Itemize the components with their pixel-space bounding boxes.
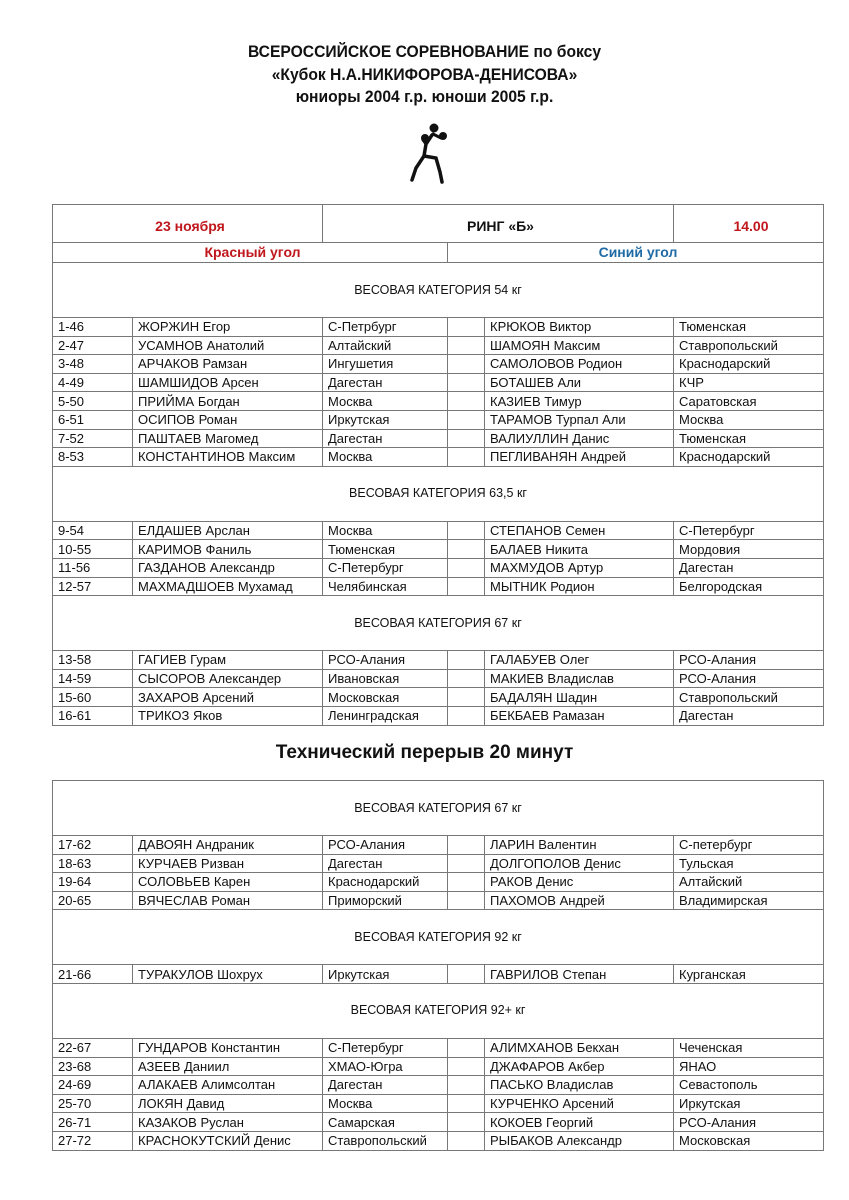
bout-row: [53, 448, 824, 467]
red-fighter-region: С-Петрбург: [323, 318, 448, 337]
blue-fighter-region: Тюменская: [674, 429, 824, 448]
red-fighter-name: СЫСОРОВ Александер: [133, 669, 323, 688]
bout-row: [53, 1076, 824, 1095]
bout-row: [53, 1038, 824, 1057]
bout-row: [53, 1113, 824, 1132]
bout-number: 10-55: [53, 540, 133, 559]
spacer-cell: [448, 1057, 485, 1076]
bout-number: 22-67: [53, 1038, 133, 1057]
bout-row: [53, 373, 824, 392]
bout-number: 14-59: [53, 669, 133, 688]
spacer-cell: [448, 873, 485, 892]
bout-number: 16-61: [53, 706, 133, 725]
weight-category-label: ВЕСОВАЯ КАТЕГОРИЯ 92 кг: [53, 910, 824, 965]
bout-number: 26-71: [53, 1113, 133, 1132]
blue-fighter-region: РСО-Алания: [674, 651, 824, 670]
bout-number: 7-52: [53, 429, 133, 448]
blue-fighter-name: БАЛАЕВ Никита: [485, 540, 674, 559]
blue-fighter-name: ГАВРИЛОВ Степан: [485, 965, 674, 984]
blue-fighter-name: ЛАРИН Валентин: [485, 836, 674, 855]
bout-row: [53, 651, 824, 670]
bout-row: [53, 429, 824, 448]
red-fighter-name: ВЯЧЕСЛАВ Роман: [133, 891, 323, 910]
red-fighter-name: ЛОКЯН Давид: [133, 1094, 323, 1113]
weight-category-label: ВЕСОВАЯ КАТЕГОРИЯ 67 кг: [53, 596, 824, 651]
title-line-2: «Кубок Н.А.НИКИФОРОВА-ДЕНИСОВА»: [271, 65, 578, 84]
bout-row: [53, 355, 824, 374]
date: 23 ноября: [53, 205, 323, 243]
blue-fighter-name: ВАЛИУЛЛИН Данис: [485, 429, 674, 448]
blue-fighter-name: КРЮКОВ Виктор: [485, 318, 674, 337]
weight-category-row: [53, 910, 824, 965]
red-fighter-name: КРАСНОКУТСКИЙ Денис: [133, 1131, 323, 1150]
blue-fighter-region: Мордовия: [674, 540, 824, 559]
spacer-cell: [448, 854, 485, 873]
spacer-cell: [448, 965, 485, 984]
blue-fighter-name: САМОЛОВОВ Родион: [485, 355, 674, 374]
start-time: 14.00: [674, 205, 824, 243]
ring-info-row: [53, 205, 824, 243]
bout-row: [53, 1094, 824, 1113]
blue-fighter-name: ПАХОМОВ Андрей: [485, 891, 674, 910]
bout-number: 18-63: [53, 854, 133, 873]
title-line-3: юниоры 2004 г.р. юноши 2005 г.р.: [295, 87, 554, 106]
bout-number: 5-50: [53, 392, 133, 411]
blue-fighter-region: Дагестан: [674, 558, 824, 577]
bout-row: [53, 1131, 824, 1150]
bout-number: 2-47: [53, 336, 133, 355]
red-fighter-region: РСО-Алания: [323, 651, 448, 670]
red-fighter-region: Ивановская: [323, 669, 448, 688]
blue-fighter-name: БОТАШЕВ Али: [485, 373, 674, 392]
bout-number: 19-64: [53, 873, 133, 892]
red-fighter-name: КАЗАКОВ Руслан: [133, 1113, 323, 1132]
spacer-cell: [448, 891, 485, 910]
red-fighter-name: МАХМАДШОЕВ Мухамад: [133, 577, 323, 596]
weight-category-label: ВЕСОВАЯ КАТЕГОРИЯ 92+ кг: [53, 983, 824, 1038]
red-fighter-name: ГУНДАРОВ Константин: [133, 1038, 323, 1057]
red-fighter-region: Иркутская: [323, 410, 448, 429]
red-fighter-region: Москва: [323, 448, 448, 467]
bout-row: [53, 318, 824, 337]
bout-number: 3-48: [53, 355, 133, 374]
spacer-cell: [448, 521, 485, 540]
bout-number: 17-62: [53, 836, 133, 855]
red-fighter-region: РСО-Алания: [323, 836, 448, 855]
blue-fighter-region: С-Петербург: [674, 521, 824, 540]
technical-break-heading: Технический перерыв 20 минут: [275, 742, 574, 763]
red-fighter-name: ПАШТАЕВ Магомед: [133, 429, 323, 448]
bout-row: [53, 1057, 824, 1076]
blue-fighter-region: Чеченская: [674, 1038, 824, 1057]
weight-category-row: [53, 983, 824, 1038]
blue-fighter-region: Тюменская: [674, 318, 824, 337]
bout-number: 12-57: [53, 577, 133, 596]
red-fighter-region: Ингушетия: [323, 355, 448, 374]
blue-fighter-name: ТАРАМОВ Турпал Али: [485, 410, 674, 429]
blue-fighter-region: Краснодарский: [674, 355, 824, 374]
red-fighter-name: ОСИПОВ Роман: [133, 410, 323, 429]
red-fighter-region: С-Петербург: [323, 558, 448, 577]
bouts-table-1: [52, 204, 824, 726]
bout-number: 4-49: [53, 373, 133, 392]
red-fighter-region: Москва: [323, 392, 448, 411]
bout-number: 13-58: [53, 651, 133, 670]
blue-fighter-name: МАКИЕВ Владислав: [485, 669, 674, 688]
bout-number: 1-46: [53, 318, 133, 337]
spacer-cell: [448, 1038, 485, 1057]
red-fighter-region: Москва: [323, 521, 448, 540]
blue-fighter-name: ПЕГЛИВАНЯН Андрей: [485, 448, 674, 467]
blue-fighter-region: Севастополь: [674, 1076, 824, 1095]
spacer-cell: [448, 336, 485, 355]
red-fighter-region: Тюменская: [323, 540, 448, 559]
blue-fighter-region: ЯНАО: [674, 1057, 824, 1076]
weight-category-row: [53, 596, 824, 651]
blue-fighter-region: Саратовская: [674, 392, 824, 411]
red-fighter-name: АЛАКАЕВ Алимсолтан: [133, 1076, 323, 1095]
bout-number: 24-69: [53, 1076, 133, 1095]
bout-row: [53, 688, 824, 707]
blue-fighter-region: Владимирская: [674, 891, 824, 910]
weight-category-row: [53, 466, 824, 521]
spacer-cell: [448, 651, 485, 670]
red-fighter-region: С-Петербург: [323, 1038, 448, 1057]
blue-fighter-name: БЕКБАЕВ Рамазан: [485, 706, 674, 725]
red-fighter-region: Дагестан: [323, 373, 448, 392]
red-fighter-region: Самарская: [323, 1113, 448, 1132]
blue-fighter-region: Москва: [674, 410, 824, 429]
bout-number: 20-65: [53, 891, 133, 910]
red-fighter-region: Алтайский: [323, 336, 448, 355]
blue-fighter-region: Алтайский: [674, 873, 824, 892]
red-fighter-name: АРЧАКОВ Рамзан: [133, 355, 323, 374]
spacer-cell: [448, 1076, 485, 1095]
blue-fighter-region: С-петербург: [674, 836, 824, 855]
title-line-1: ВСЕРОССИЙСКОЕ СОРЕВНОВАНИЕ по боксу: [247, 42, 602, 61]
blue-fighter-name: ДЖАФАРОВ Акбер: [485, 1057, 674, 1076]
blue-fighter-name: МАХМУДОВ Артур: [485, 558, 674, 577]
bout-number: 23-68: [53, 1057, 133, 1076]
blue-fighter-name: ГАЛАБУЕВ Олег: [485, 651, 674, 670]
bout-number: 9-54: [53, 521, 133, 540]
bout-number: 6-51: [53, 410, 133, 429]
red-fighter-region: Приморский: [323, 891, 448, 910]
red-fighter-name: ЕЛДАШЕВ Арслан: [133, 521, 323, 540]
spacer-cell: [448, 688, 485, 707]
spacer-cell: [448, 448, 485, 467]
red-fighter-region: Краснодарский: [323, 873, 448, 892]
red-fighter-region: Дагестан: [323, 854, 448, 873]
blue-fighter-region: Белгородская: [674, 577, 824, 596]
spacer-cell: [448, 410, 485, 429]
weight-category-row: [53, 781, 824, 836]
corners-row: [53, 243, 824, 263]
bout-row: [53, 558, 824, 577]
spacer-cell: [448, 836, 485, 855]
spacer-cell: [448, 355, 485, 374]
blue-fighter-name: КОКОЕВ Георгий: [485, 1113, 674, 1132]
bout-row: [53, 854, 824, 873]
red-fighter-region: Московская: [323, 688, 448, 707]
blue-fighter-region: Курганская: [674, 965, 824, 984]
red-fighter-region: Ставропольский: [323, 1131, 448, 1150]
weight-category-row: [53, 263, 824, 318]
blue-fighter-name: ПАСЬКО Владислав: [485, 1076, 674, 1095]
red-fighter-name: ШАМШИДОВ Арсен: [133, 373, 323, 392]
red-fighter-region: Дагестан: [323, 429, 448, 448]
blue-fighter-name: МЫТНИК Родион: [485, 577, 674, 596]
red-fighter-region: Дагестан: [323, 1076, 448, 1095]
bout-row: [53, 891, 824, 910]
blue-fighter-region: РСО-Алания: [674, 669, 824, 688]
weight-category-label: ВЕСОВАЯ КАТЕГОРИЯ 67 кг: [53, 781, 824, 836]
red-fighter-region: Москва: [323, 1094, 448, 1113]
red-fighter-name: УСАМНОВ Анатолий: [133, 336, 323, 355]
spacer-cell: [448, 392, 485, 411]
blue-fighter-name: ШАМОЯН Максим: [485, 336, 674, 355]
red-fighter-name: СОЛОВЬЕВ Карен: [133, 873, 323, 892]
spacer-cell: [448, 429, 485, 448]
blue-fighter-name: БАДАЛЯН Шадин: [485, 688, 674, 707]
bout-row: [53, 336, 824, 355]
red-fighter-region: Ленинградская: [323, 706, 448, 725]
blue-fighter-name: КУРЧЕНКО Арсений: [485, 1094, 674, 1113]
spacer-cell: [448, 1094, 485, 1113]
red-corner-label: Красный угол: [53, 243, 448, 263]
bout-row: [53, 873, 824, 892]
red-fighter-name: ПРИЙМА Богдан: [133, 392, 323, 411]
weight-category-label: ВЕСОВАЯ КАТЕГОРИЯ 54 кг: [53, 263, 824, 318]
blue-fighter-name: ДОЛГОПОЛОВ Денис: [485, 854, 674, 873]
weight-category-label: ВЕСОВАЯ КАТЕГОРИЯ 63,5 кг: [53, 466, 824, 521]
blue-fighter-name: РЫБАКОВ Александр: [485, 1131, 674, 1150]
blue-fighter-region: Дагестан: [674, 706, 824, 725]
blue-fighter-name: СТЕПАНОВ Семен: [485, 521, 674, 540]
bout-number: 25-70: [53, 1094, 133, 1113]
red-fighter-name: ЖОРЖИН Егор: [133, 318, 323, 337]
bouts-table-2: [52, 780, 824, 1151]
bout-row: [53, 540, 824, 559]
bout-number: 21-66: [53, 965, 133, 984]
bout-number: 8-53: [53, 448, 133, 467]
spacer-cell: [448, 373, 485, 392]
red-fighter-name: ТУРАКУЛОВ Шохрух: [133, 965, 323, 984]
bout-row: [53, 836, 824, 855]
red-fighter-name: АЗЕЕВ Даниил: [133, 1057, 323, 1076]
bout-row: [53, 669, 824, 688]
blue-fighter-region: Московская: [674, 1131, 824, 1150]
spacer-cell: [448, 706, 485, 725]
blue-fighter-name: РАКОВ Денис: [485, 873, 674, 892]
bout-row: [53, 521, 824, 540]
spacer-cell: [448, 1113, 485, 1132]
blue-fighter-region: Иркутская: [674, 1094, 824, 1113]
spacer-cell: [448, 669, 485, 688]
bout-number: 27-72: [53, 1131, 133, 1150]
red-fighter-region: Иркутская: [323, 965, 448, 984]
boxer-logo-icon: [408, 122, 456, 184]
bout-row: [53, 410, 824, 429]
spacer-cell: [448, 577, 485, 596]
bout-row: [53, 577, 824, 596]
bout-row: [53, 392, 824, 411]
red-fighter-region: ХМАО-Югра: [323, 1057, 448, 1076]
ring-name: РИНГ «Б»: [323, 205, 674, 243]
red-fighter-region: Челябинская: [323, 577, 448, 596]
blue-fighter-name: АЛИМХАНОВ Бекхан: [485, 1038, 674, 1057]
red-fighter-name: ДАВОЯН Андраник: [133, 836, 323, 855]
red-fighter-name: ЗАХАРОВ Арсений: [133, 688, 323, 707]
blue-fighter-region: РСО-Алания: [674, 1113, 824, 1132]
spacer-cell: [448, 318, 485, 337]
blue-fighter-region: Тульская: [674, 854, 824, 873]
spacer-cell: [448, 540, 485, 559]
spacer-cell: [448, 558, 485, 577]
spacer-cell: [448, 1131, 485, 1150]
blue-fighter-region: КЧР: [674, 373, 824, 392]
blue-fighter-region: Ставропольский: [674, 688, 824, 707]
bout-row: [53, 965, 824, 984]
red-fighter-name: ТРИКОЗ Яков: [133, 706, 323, 725]
red-fighter-name: КУРЧАЕВ Ризван: [133, 854, 323, 873]
red-fighter-name: КАРИМОВ Фаниль: [133, 540, 323, 559]
blue-fighter-region: Ставропольский: [674, 336, 824, 355]
bout-number: 11-56: [53, 558, 133, 577]
blue-fighter-name: КАЗИЕВ Тимур: [485, 392, 674, 411]
blue-fighter-region: Краснодарский: [674, 448, 824, 467]
red-fighter-name: КОНСТАНТИНОВ Максим: [133, 448, 323, 467]
red-fighter-name: ГАЗДАНОВ Александр: [133, 558, 323, 577]
blue-corner-label: Синий угол: [448, 243, 824, 263]
red-fighter-name: ГАГИЕВ Гурам: [133, 651, 323, 670]
bout-row: [53, 706, 824, 725]
bout-number: 15-60: [53, 688, 133, 707]
